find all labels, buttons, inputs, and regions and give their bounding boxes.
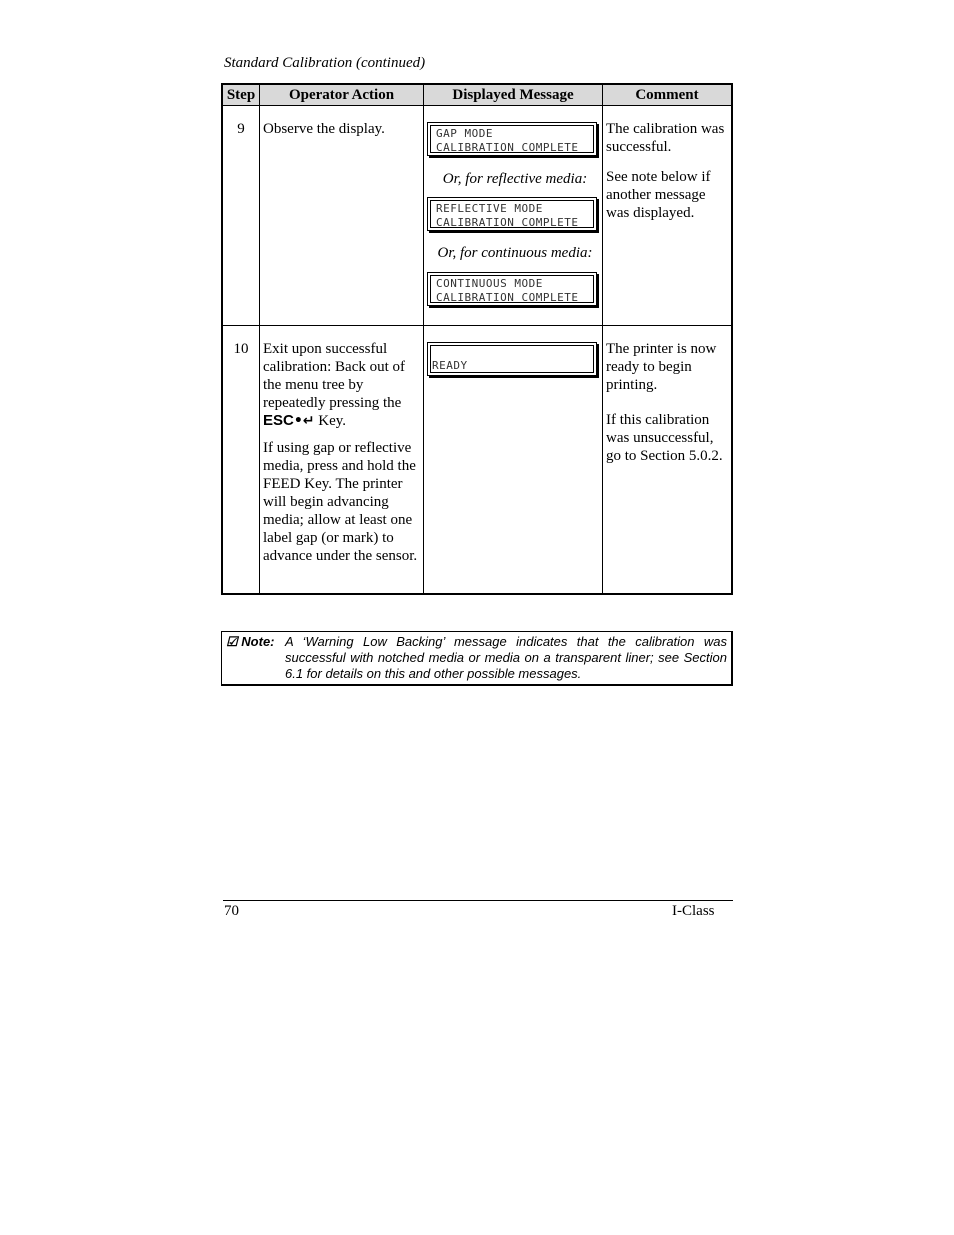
- checkbox-icon: ☑: [226, 634, 238, 649]
- or-reflective-label: Or, for reflective media:: [442, 171, 588, 187]
- comment-text: If this calibration was unsuccessful, go to Section 5.0.2.: [606, 412, 723, 464]
- footer-rule: [223, 900, 733, 901]
- step-number: 10: [233, 341, 249, 357]
- header-step: Step: [226, 87, 256, 103]
- lcd-display-ready: [427, 342, 597, 376]
- comment-text: The calibration was successful.: [606, 121, 725, 155]
- operator-action-text: If using gap or reflective media, press and hold the FEED Key. The printer will begin advancing media; allow at least one label gap (or mark) to advance under the sensor.: [263, 440, 418, 564]
- action-text: Exit upon successful calibration: Back out of the menu tree by repeatedly pressing the: [263, 341, 406, 411]
- step-number: 9: [237, 121, 245, 137]
- esc-key-label: ESC: [263, 412, 294, 429]
- column-divider: [259, 85, 260, 593]
- lcd-line: GAP MODE: [436, 127, 493, 140]
- lcd-line: CALIBRATION COMPLETE: [436, 216, 579, 229]
- note-box: [221, 631, 733, 686]
- header-operator-action: Operator Action: [288, 87, 395, 103]
- header-displayed-message: Displayed Message: [452, 87, 574, 103]
- lcd-line: CONTINUOUS MODE: [436, 277, 543, 290]
- lcd-line: REFLECTIVE MODE: [436, 202, 543, 215]
- calibration-table: [221, 83, 733, 595]
- page-number: 70: [224, 903, 239, 919]
- operator-action-text: [263, 340, 421, 430]
- product-name: I-Class: [672, 903, 715, 919]
- section-title: Standard Calibration (continued): [224, 55, 426, 71]
- lcd-display-continuous-mode: [427, 272, 597, 306]
- lcd-line: READY: [432, 359, 468, 372]
- operator-action-text: Observe the display.: [263, 121, 385, 137]
- esc-back-icon: •↵: [293, 413, 315, 429]
- column-divider: [602, 85, 603, 593]
- note-label: ☑ Note:: [226, 634, 275, 649]
- or-continuous-label: Or, for continuous media:: [437, 245, 593, 261]
- comment-text: See note below if another message was displayed.: [606, 169, 711, 221]
- comment-text: The printer is now ready to begin printing.: [606, 341, 717, 393]
- header-comment: Comment: [635, 87, 699, 103]
- lcd-display-reflective-mode: [427, 197, 597, 231]
- lcd-display-gap-mode: [427, 122, 597, 156]
- lcd-line: CALIBRATION COMPLETE: [436, 291, 579, 304]
- note-text: A ‘Warning Low Backing’ message indicates that the calibration was successful with notched media or media on a transparent liner; see Section 6.1 for details on this and other possible messages.: [285, 634, 727, 681]
- action-text: Key.: [318, 413, 347, 429]
- column-divider: [423, 85, 424, 593]
- lcd-line: CALIBRATION COMPLETE: [436, 141, 579, 154]
- table-header-row: [223, 85, 731, 106]
- row-divider: [223, 325, 731, 326]
